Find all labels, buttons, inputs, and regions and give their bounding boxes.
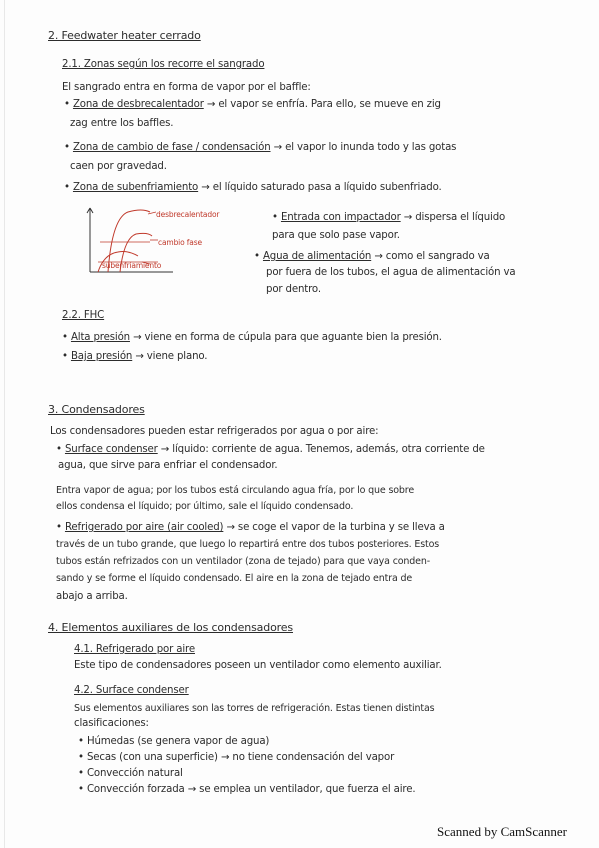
subsection-2-1-heading: 2.1. Zonas según los recorre el sangrado — [62, 59, 265, 70]
text: → se coge el vapor de la turbina y se lleva a — [226, 522, 445, 533]
term: Refrigerado por aire (air cooled) — [64, 522, 224, 533]
term: Surface condenser — [64, 444, 158, 455]
list-item-text: Convección forzada → se emplea un ventilador, que fuerza el aire. — [86, 784, 416, 795]
list-item: • Convección forzada → se emplea un ventilador, que fuerza el aire. — [78, 784, 416, 795]
text-line: tubos están refrizados con un ventilador (zona de tejado) para que vaya conden- — [56, 556, 431, 567]
subsection-4-2-heading: 4.2. Surface condenser — [74, 685, 189, 696]
bullet-item: • Zona de desbrecalentador → el vapor se enfría. Para ello, se mueve en zig — [64, 99, 441, 110]
bullet-item: • Baja presión → viene plano. — [62, 351, 208, 362]
subsection-4-1-heading: 4.1. Refrigerado por aire — [74, 644, 195, 655]
text-line: través de un tubo grande, que luego lo repartirá entre dos tubos posteriores. Estos — [56, 539, 440, 550]
section-2-heading: 2. Feedwater heater cerrado — [48, 29, 201, 42]
term: Baja presión — [70, 351, 133, 362]
term: Zona de desbrecalentador — [72, 99, 204, 110]
bullet-item: • Surface condenser → líquido: corriente de agua. Tenemos, además, otra corriente de — [56, 444, 485, 455]
text-line: abajo a arriba. — [56, 591, 128, 602]
text-line: Este tipo de condensadores poseen un ventilador como elemento auxiliar. — [74, 660, 442, 671]
bullet-item: • Zona de cambio de fase / condensación → el vapor lo inunda todo y las gotas — [64, 142, 457, 153]
list-item-text: Húmedas (se genera vapor de agua) — [86, 736, 270, 747]
text-line: Entra vapor de agua; por los tubos está circulando agua fría, por lo que sobre — [56, 485, 415, 496]
term: Zona de cambio de fase / condensación — [72, 142, 271, 153]
term: Zona de subenfriamiento — [72, 182, 199, 193]
section-4-heading: 4. Elementos auxiliares de los condensadores — [48, 621, 293, 634]
bullet-item: • Agua de alimentación → como el sangrado va — [254, 251, 490, 262]
bullet-item: • Refrigerado por aire (air cooled) → se coge el vapor de la turbina y se lleva a — [56, 522, 445, 533]
diagram-label: desbrecalentador — [156, 210, 220, 219]
text: → el vapor lo inunda todo y las gotas — [273, 142, 457, 153]
text-line: para que solo pase vapor. — [272, 230, 400, 241]
bullet-item: • Alta presión → viene en forma de cúpula para que aguante bien la presión. — [62, 332, 442, 343]
list-item: • Convección natural — [78, 768, 183, 779]
scan-edge — [4, 0, 5, 848]
text: → dispersa el líquido — [403, 212, 506, 223]
text-line: Sus elementos auxiliares son las torres de refrigeración. Estas tienen distintas — [74, 703, 435, 714]
list-item-text: Secas (con una superficie) → no tiene condensación del vapor — [86, 752, 395, 763]
leader-line — [148, 212, 156, 214]
subsection-2-2-heading — [62, 309, 104, 322]
text-line: por dentro. — [266, 284, 321, 295]
term: Agua de alimentación — [262, 251, 372, 262]
section-3-heading: 3. Condensadores — [48, 403, 145, 416]
diagram-label: subenfriamiento — [102, 261, 162, 270]
text: → como el sangrado va — [374, 251, 490, 262]
bullet-item: • Entrada con impactador → dispersa el líquido — [272, 212, 506, 223]
text: → viene en forma de cúpula para que aguante bien la presión. — [133, 332, 442, 343]
list-item: • Secas (con una superficie) → no tiene condensación del vapor — [78, 752, 395, 763]
text-line: agua, que sirve para enfriar el condensador. — [58, 460, 278, 471]
text-line: ellos condensa el líquido; por último, sale el líquido condensado. — [56, 501, 354, 512]
text-line: sando y se forme el líquido condensado. El aire en la zona de tejado entra de — [56, 573, 413, 584]
text-line: caen por gravedad. — [70, 161, 167, 172]
text-line: clasificaciones: — [74, 718, 149, 729]
text-line: zag entre los baffles. — [70, 118, 174, 129]
text-line: Los condensadores pueden estar refrigerados por agua o por aire: — [50, 426, 379, 437]
list-item-text: Convección natural — [86, 768, 183, 779]
text: → líquido: corriente de agua. Tenemos, además, otra corriente de — [160, 444, 485, 455]
term: Alta presión — [70, 332, 130, 343]
text: → el líquido saturado pasa a líquido subenfriado. — [201, 182, 442, 193]
text: → viene plano. — [135, 351, 208, 362]
subsection-label: 2.2. FHC — [62, 310, 105, 321]
scanner-watermark: Scanned by CamScanner — [437, 824, 567, 839]
term: Entrada con impactador — [280, 212, 401, 223]
text-line: por fuera de los tubos, el agua de alimentación va — [266, 267, 516, 278]
text-line: El sangrado entra en forma de vapor por el baffle: — [62, 82, 311, 93]
list-item: • Húmedas (se genera vapor de agua) — [78, 736, 270, 747]
diagram-label: cambio fase — [158, 238, 202, 247]
bullet-item: • Zona de subenfriamiento → el líquido saturado pasa a líquido subenfriado. — [64, 182, 442, 193]
text: → el vapor se enfría. Para ello, se mueve en zig — [206, 99, 441, 110]
